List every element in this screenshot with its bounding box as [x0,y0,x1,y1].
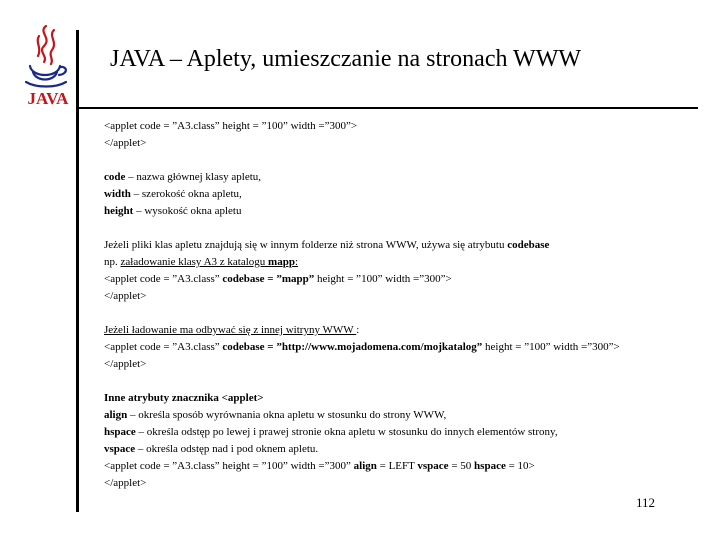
text-segment: Jeżeli ładowanie ma odbywać się z innej witryny WWW [104,324,357,336]
text-segment: codebase = ”mapp” [222,273,315,285]
text-line [104,254,704,271]
paragraph-gap [104,220,704,237]
text-line [104,407,704,424]
text-segment: = 50 [448,460,475,472]
text-segment: <applet code = ”A3.class” height = ”100” width =”300”> [104,120,358,132]
page-number: 112 [636,495,656,510]
text-segment: align [353,460,377,472]
text-segment: vspace [104,443,136,455]
paragraph-gap [104,373,704,390]
text-block [104,322,704,373]
text-segment: width [104,188,131,200]
text-segment: : [294,256,299,268]
text-line [104,135,704,152]
text-segment: – określa odstęp po lewej i prawej stronie okna apletu w stosunku do innych elementów strony, [135,426,558,438]
text-segment: codebase [507,239,550,251]
text-segment: code [104,171,126,183]
java-logo [22,22,74,108]
text-segment: – określa sposób wyrównania okna apletu w stosunku do strony WWW, [127,409,447,421]
steam-icon [38,26,54,64]
text-segment: vspace [417,460,449,472]
text-segment: = LEFT [376,460,418,472]
text-line [104,237,704,254]
text-block [104,118,704,152]
text-segment: np. [104,256,121,268]
text-segment: codebase = ”http://www.mojadomena.com/mojkatalog” [222,341,483,353]
text-segment: Inne atrybuty znacznika <applet> [104,392,264,404]
text-line [104,356,704,373]
text-block [104,390,704,492]
text-segment: hspace [104,426,136,438]
text-segment: height = ”100” width =”300”> [314,273,452,285]
paragraph-gap [104,305,704,322]
text-segment: – wysokość okna apletu [133,205,242,217]
text-line [104,475,704,492]
text-segment: : [356,324,360,336]
text-segment: </applet> [104,290,147,302]
slide-title: JAVA – Aplety, umieszczanie na stronach WWW [110,46,581,72]
text-segment: <applet code = ”A3.class” [104,273,223,285]
coffee-cup-icon [26,66,66,87]
text-segment: hspace [474,460,506,472]
horizontal-rule [76,107,698,109]
text-segment: <applet code = ”A3.class” height = ”100” width =”300” [104,460,354,472]
text-line [104,424,704,441]
paragraph-gap [104,152,704,169]
text-segment: = 10> [505,460,535,472]
slide-body [104,118,704,492]
text-segment: </applet> [104,137,147,149]
text-line [104,390,704,407]
text-segment: Jeżeli pliki klas apletu znajdują się w innym folderze niż strona WWW, używa się atrybutu [104,239,508,251]
vertical-rule [76,30,79,512]
text-segment: height [104,205,134,217]
text-block [104,169,704,220]
text-line [104,186,704,203]
text-segment: – szerokość okna apletu, [130,188,242,200]
text-segment: – określa odstęp nad i pod oknem apletu. [135,443,319,455]
text-line [104,441,704,458]
text-line [104,118,704,135]
text-line [104,458,704,475]
logo-text: JAVA [27,89,69,108]
text-segment: <applet code = ”A3.class” [104,341,223,353]
text-segment: height = ”100” width =”300”> [482,341,620,353]
text-segment: align [104,409,128,421]
text-segment: </applet> [104,358,147,370]
text-line [104,339,704,356]
text-segment: mapp [268,256,295,268]
text-line [104,203,704,220]
text-line [104,169,704,186]
text-segment: </applet> [104,477,147,489]
text-line [104,271,704,288]
text-segment: załadowanie klasy A3 z katalogu [120,256,269,268]
text-block [104,237,704,305]
text-segment: – nazwa głównej klasy apletu, [125,171,262,183]
text-line [104,288,704,305]
text-line [104,322,704,339]
